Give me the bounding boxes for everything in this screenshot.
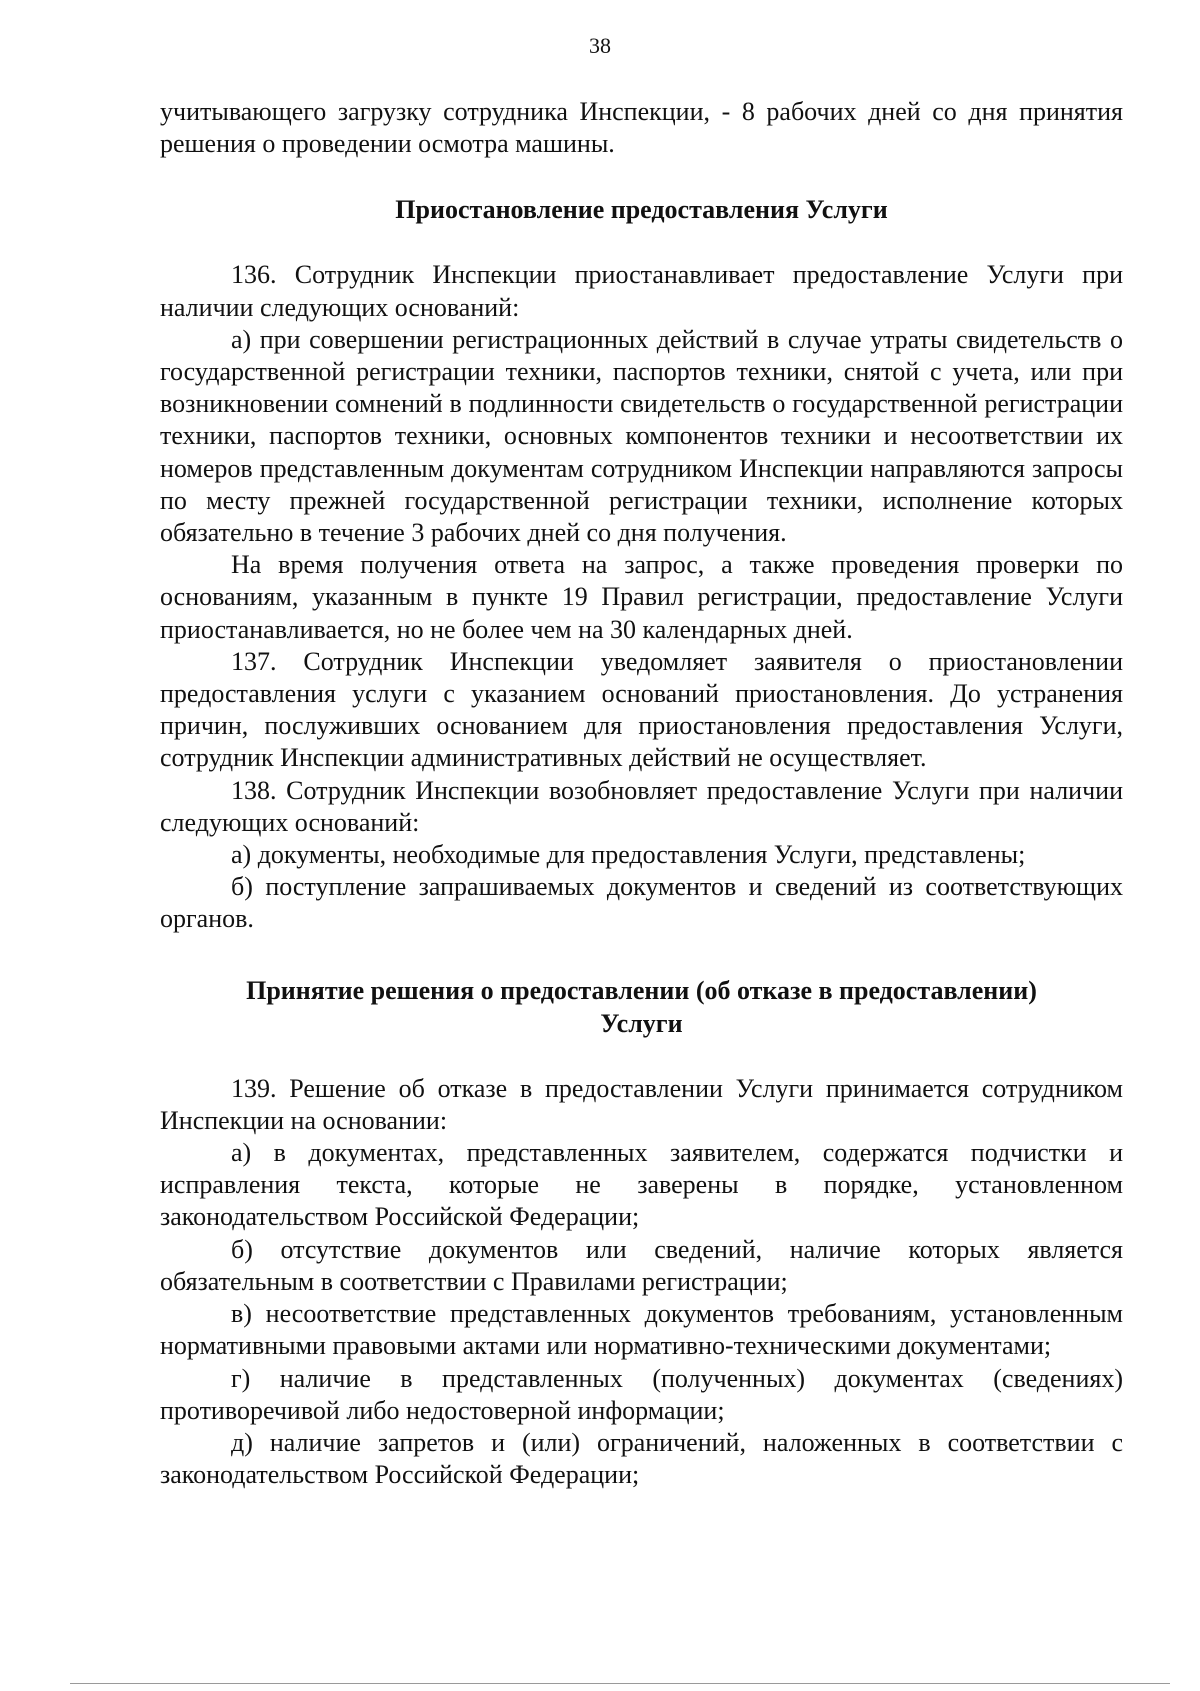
paragraph-137: 137. Сотрудник Инспекции уведомляет заявителя о приостановлении предоставления услуги с указанием оснований приостановления. До устранения причин, послуживших основанием для приостановления предоставления Услуги, сотрудник Инспекции административных действий не осуществляет. — [160, 646, 1123, 773]
section-heading-decision-line-2: Услуги — [600, 1008, 683, 1038]
section-heading-suspension: Приостановление предоставления Услуги — [395, 195, 888, 225]
paragraph-139-v: в) несоответствие представленных документов требованиям, установленным нормативными правовыми актами или нормативно-техническими документами; — [160, 1299, 1123, 1361]
page-bottom-line — [70, 1683, 1170, 1684]
paragraph-continuation: учитывающего загрузку сотрудника Инспекции, - 8 рабочих дней со дня принятия решения о проведении осмотра машины. — [160, 97, 1123, 159]
paragraph-136-response-time: На время получения ответа на запрос, а также проведения проверки по основаниям, указанным в пункте 19 Правил регистрации, предоставление Услуги приостанавливается, но не более чем на 30 календарных дней. — [160, 550, 1123, 644]
paragraph-139-b: б) отсутствие документов или сведений, наличие которых является обязательным в соответствии с Правилами регистрации; — [160, 1234, 1123, 1296]
paragraph-139-g: г) наличие в представленных (полученных) документах (сведениях) противоречивой либо недостоверной информации; — [160, 1363, 1123, 1425]
page-number: 38 — [589, 33, 611, 58]
paragraph-139-d: д) наличие запретов и (или) ограничений, наложенных в соответствии с законодательством Российской Федерации; — [160, 1427, 1123, 1490]
paragraph-136-a: а) при совершении регистрационных действий в случае утраты свидетельств о государственной регистрации техники, паспортов техники, снятой с учета, или при возникновении сомнений в подлинности свидетельств о государственной регистрации техники, паспортов техники, основных компонентов техники и несоответствии их номеров представленным документам сотрудником Инспекции направляются запросы по месту прежней государственной регистрации техники, исполнение которых обязательно в течение 3 рабочих дней со дня получения. — [160, 324, 1123, 548]
paragraph-138-a: а) документы, необходимые для предоставления Услуги, представлены; — [231, 840, 1026, 870]
paragraph-136: 136. Сотрудник Инспекции приостанавливает предоставление Услуги при наличии следующих оснований: — [160, 260, 1123, 322]
document-body — [160, 96, 1123, 1491]
paragraph-139-a: а) в документах, представленных заявителем, содержатся подчистки и исправления текста, которые не заверены в порядке, установленном законодательством Российской Федерации; — [160, 1138, 1123, 1232]
paragraph-138-b: б) поступление запрашиваемых документов и сведений из соответствующих органов. — [160, 872, 1123, 934]
paragraph-138: 138. Сотрудник Инспекции возобновляет предоставление Услуги при наличии следующих оснований: — [160, 775, 1123, 837]
section-heading-decision-line-1: Принятие решения о предоставлении (об отказе в предоставлении) — [246, 975, 1037, 1005]
paragraph-139: 139. Решение об отказе в предоставлении Услуги принимается сотрудником Инспекции на основании: — [160, 1073, 1123, 1135]
section-heading-decision — [160, 974, 1123, 1040]
